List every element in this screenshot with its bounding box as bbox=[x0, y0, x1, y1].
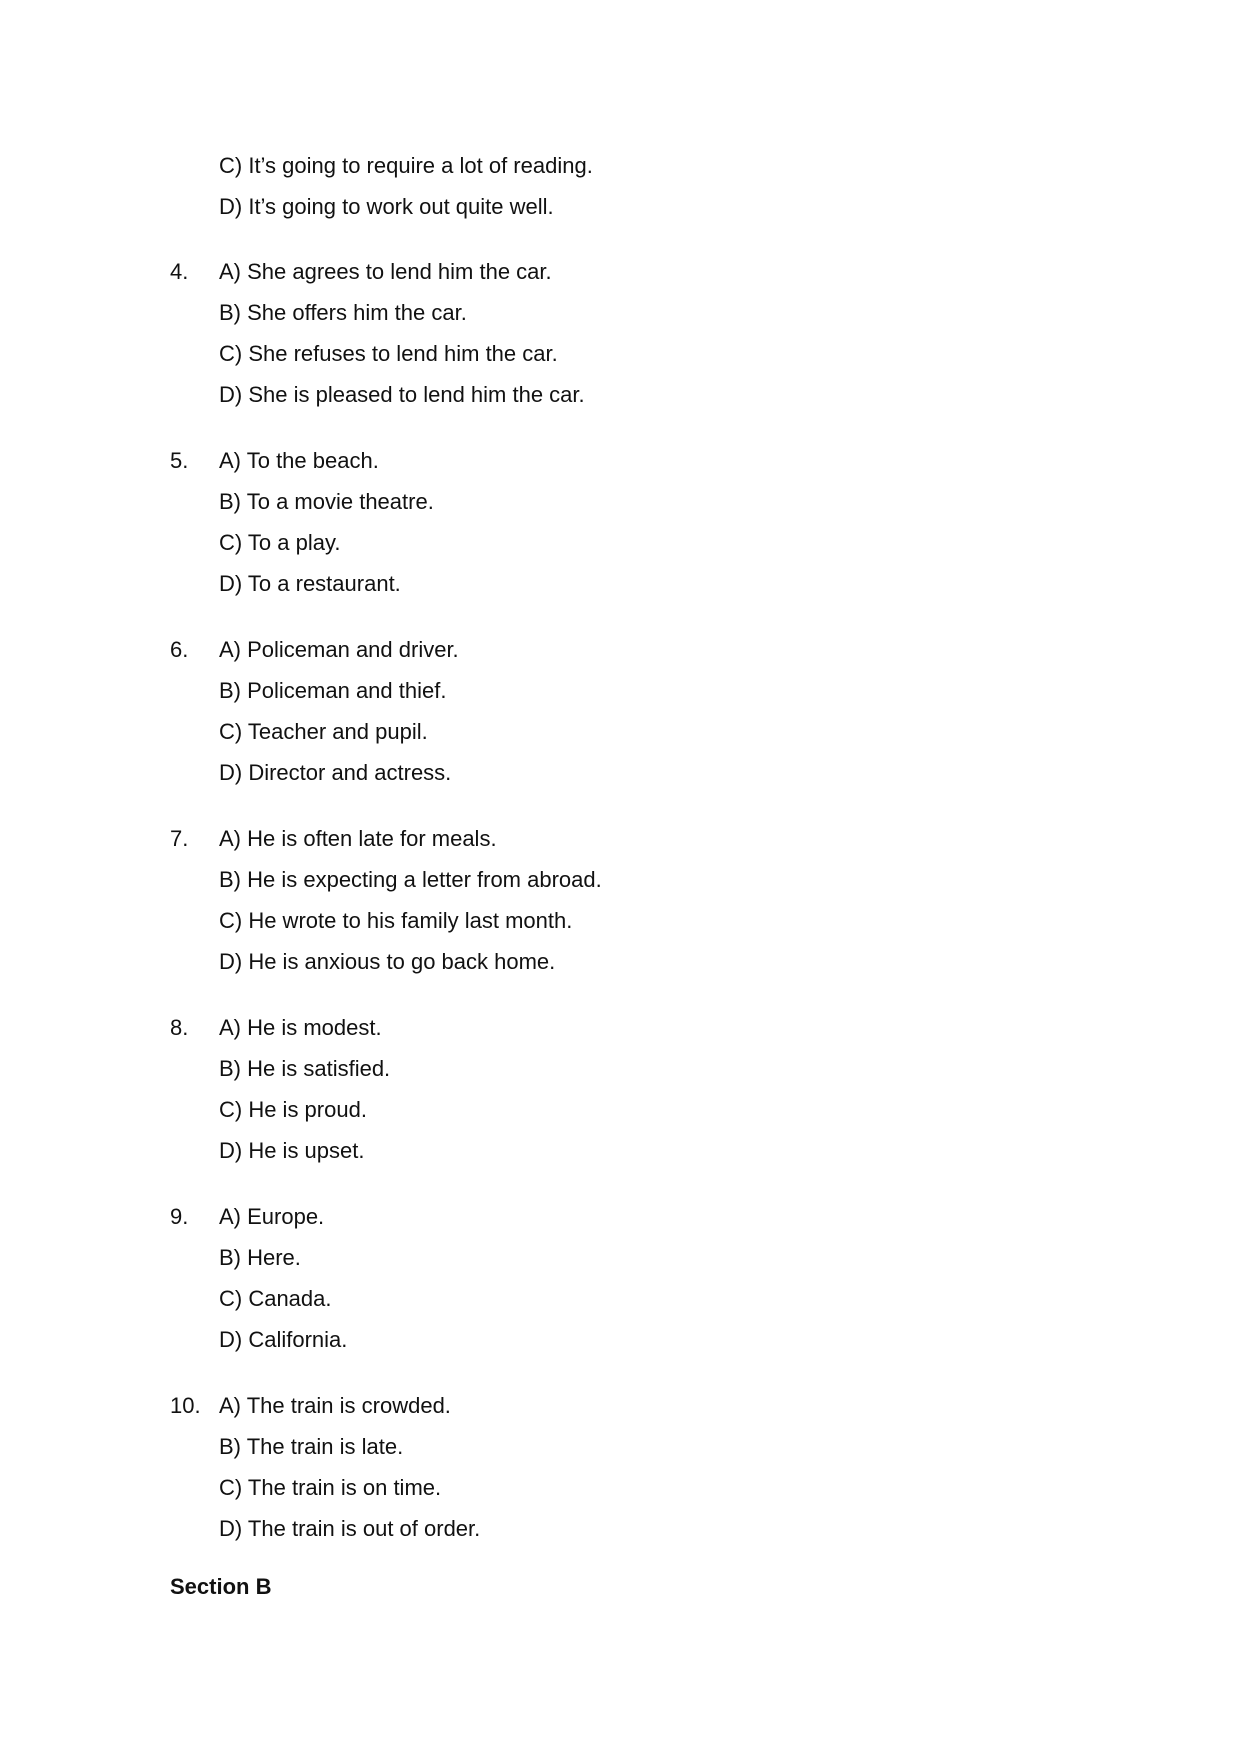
option-line: B) Policeman and thief. bbox=[219, 678, 447, 703]
option-line: B) The train is late. bbox=[219, 1434, 404, 1459]
option-line: A) She agrees to lend him the car. bbox=[219, 259, 552, 284]
option-line: B) She offers him the car. bbox=[219, 300, 467, 325]
option-line: A) He is often late for meals. bbox=[219, 826, 497, 851]
option-line: A) Policeman and driver. bbox=[219, 637, 459, 662]
option-line: A) He is modest. bbox=[219, 1015, 382, 1040]
question-number: 6. bbox=[170, 637, 189, 662]
question-number: 8. bbox=[170, 1015, 189, 1040]
question-number: 4. bbox=[170, 259, 189, 284]
section-heading: Section B bbox=[170, 1574, 272, 1599]
option-line: A) To the beach. bbox=[219, 448, 379, 473]
option-line: C) The train is on time. bbox=[219, 1475, 442, 1500]
option-line: B) He is satisfied. bbox=[219, 1056, 391, 1081]
option-line: C) Canada. bbox=[219, 1286, 332, 1311]
option-line: C) She refuses to lend him the car. bbox=[219, 341, 558, 366]
option-line: B) He is expecting a letter from abroad. bbox=[219, 867, 602, 892]
option-line: D) He is upset. bbox=[219, 1138, 365, 1163]
option-line: D) He is anxious to go back home. bbox=[219, 949, 556, 974]
option-line: C) To a play. bbox=[219, 530, 341, 555]
option-line: B) To a movie theatre. bbox=[219, 489, 434, 514]
option-line: C) He is proud. bbox=[219, 1097, 367, 1122]
option-line: A) The train is crowded. bbox=[219, 1393, 451, 1418]
question-number: 9. bbox=[170, 1204, 189, 1229]
option-line: D) She is pleased to lend him the car. bbox=[219, 382, 585, 407]
option-line: D) To a restaurant. bbox=[219, 571, 401, 596]
question-number: 7. bbox=[170, 826, 189, 851]
option-line: C) He wrote to his family last month. bbox=[219, 908, 573, 933]
option-line: D) Director and actress. bbox=[219, 760, 452, 785]
option-line: C) It’s going to require a lot of reading. bbox=[219, 153, 593, 178]
question-number: 5. bbox=[170, 448, 189, 473]
option-line: D) California. bbox=[219, 1327, 348, 1352]
question-number: 10. bbox=[170, 1393, 201, 1418]
option-line: C) Teacher and pupil. bbox=[219, 719, 428, 744]
option-line: A) Europe. bbox=[219, 1204, 325, 1229]
option-line: B) Here. bbox=[219, 1245, 301, 1270]
option-line: D) The train is out of order. bbox=[219, 1516, 481, 1541]
option-line: D) It’s going to work out quite well. bbox=[219, 194, 554, 219]
